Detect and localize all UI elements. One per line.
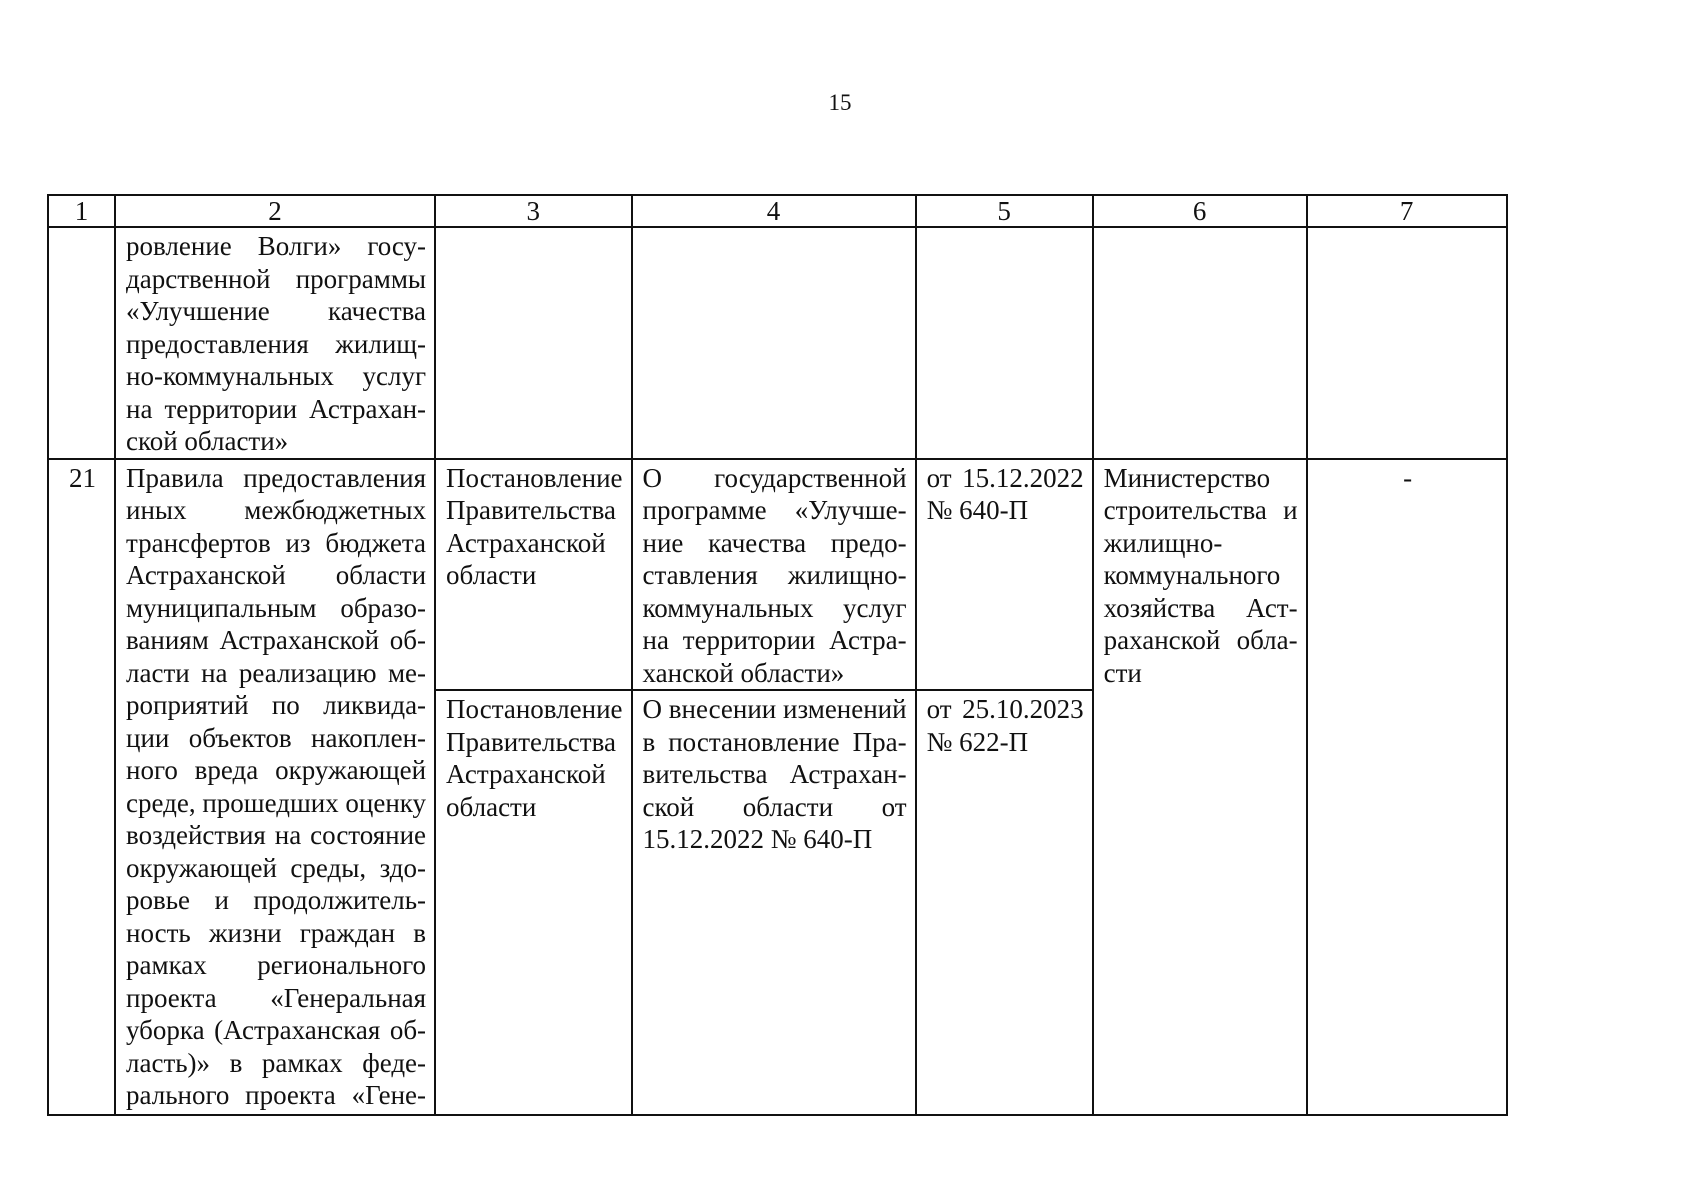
row-number-cell [48, 227, 115, 459]
text-line: от 15.12.2022 [926, 462, 1084, 493]
act-title-cell [632, 459, 916, 691]
text-line: строительства и [1103, 495, 1298, 525]
text-line: области [446, 791, 537, 822]
text-line: ставления жилищно- [642, 560, 907, 590]
row-number-cell: 21 [48, 459, 115, 1116]
header-cell: 6 [1093, 195, 1307, 227]
notes-cell: - [1307, 459, 1507, 1116]
empty-cell [916, 227, 1093, 459]
text-line: сти [1103, 657, 1142, 688]
text-line: уборка (Астраханская об- [126, 1015, 427, 1045]
text-line: на территории Астрахан- [126, 393, 427, 424]
header-cell: 5 [916, 195, 1093, 227]
text-line: рамках регионального [126, 950, 427, 980]
act-type-cell [435, 459, 631, 691]
text-line: Постановление [446, 462, 623, 493]
text-line: области [446, 560, 537, 590]
header-cell: 1 [48, 195, 115, 227]
text-line: Правительства [446, 495, 616, 525]
text-line: Астраханской [446, 527, 606, 558]
empty-cell [1093, 227, 1307, 459]
header-cell: 2 [115, 195, 435, 227]
text-line: муниципальным образо- [126, 592, 427, 623]
text-line: вительства Астрахан- [642, 759, 907, 789]
text-line: жилищно- [1103, 527, 1223, 558]
text-line: в постановление Пра- [642, 726, 907, 757]
text-line: от 25.10.2023 [926, 694, 1084, 724]
text-line: Правительства [446, 726, 616, 757]
text-line: О государственной [642, 462, 907, 493]
text-line: программе «Улучше- [642, 495, 907, 525]
empty-cell [632, 227, 916, 459]
text-line: ласти на реализацию ме- [126, 657, 427, 688]
continuation-row [48, 227, 1507, 459]
header-cell: 4 [632, 195, 916, 227]
text-line: № 640-П [926, 495, 1029, 525]
text-line: О внесении изменений [642, 694, 907, 724]
text-line: ции объектов накоплен- [126, 722, 427, 753]
text-line: ваниям Астраханской об- [126, 625, 427, 655]
text-line: Астраханской области [126, 560, 427, 590]
text-line: воздействия на состояние [126, 820, 427, 850]
text-line: проекта «Генеральная [126, 982, 427, 1013]
text-line: рального проекта «Гене- [126, 1080, 427, 1110]
text-line: дарственной программы [126, 263, 427, 294]
text-line: коммунальных услуг [642, 592, 907, 623]
text-line: Правила предоставления [126, 462, 427, 493]
regulations-table [47, 194, 1508, 1116]
text-line: ласть)» в рамках феде- [126, 1047, 427, 1078]
text-line: ние качества предо- [642, 527, 907, 558]
text-line: среде, прошедших оценку [126, 787, 427, 818]
act-title-cell [632, 690, 916, 1115]
text-line: ской области» [126, 426, 289, 456]
act-date-cell [916, 459, 1093, 691]
page-number: 15 [828, 90, 852, 115]
header-cell: 7 [1307, 195, 1507, 227]
text-line: иных межбюджетных [126, 495, 427, 525]
empty-cell [435, 227, 631, 459]
text-line: 15.12.2022 № 640-П [642, 824, 873, 854]
act-type-cell [435, 690, 631, 1115]
text-line: № 622-П [926, 726, 1029, 757]
empty-cell [1307, 227, 1507, 459]
text-line: ской области от [642, 791, 907, 822]
text-line: но-коммунальных услуг [126, 361, 427, 391]
text-line: «Улучшение качества [126, 296, 427, 326]
text-line: Министерство [1103, 462, 1271, 493]
row-21-first-act [48, 459, 1507, 691]
text-line: ность жизни граждан в [126, 917, 427, 948]
header-row [48, 195, 1507, 227]
header-cell: 3 [435, 195, 631, 227]
text-line: ного вреда окружающей [126, 755, 427, 785]
text-line: окружающей среды, здо- [126, 852, 427, 883]
text-line: ханской области» [642, 657, 845, 688]
document-name-cell [115, 459, 435, 1116]
text-line: коммунального [1103, 560, 1281, 590]
text-line: ровление Волги» госу- [126, 231, 427, 261]
act-date-cell [916, 690, 1093, 1115]
text-line: предоставления жилищ- [126, 328, 427, 359]
text-line: Астраханской [446, 759, 606, 789]
text-line: хозяйства Аст- [1103, 592, 1298, 623]
responsible-agency-cell [1093, 459, 1307, 1116]
text-line: на территории Астра- [642, 625, 907, 655]
text-line: роприятий по ликвида- [126, 690, 427, 720]
text-line: Постановление [446, 694, 623, 724]
text-line: раханской обла- [1103, 625, 1298, 655]
document-name-cell [115, 227, 435, 459]
text-line: трансфертов из бюджета [126, 527, 427, 558]
text-line: ровье и продолжитель- [126, 885, 427, 915]
